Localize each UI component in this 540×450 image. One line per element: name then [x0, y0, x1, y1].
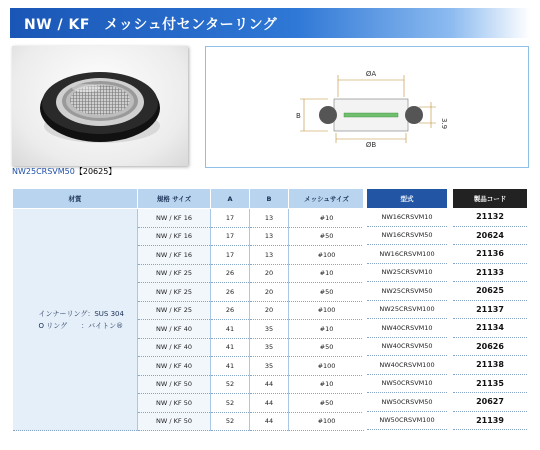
a-cell: 17	[211, 209, 250, 228]
caption-code: 【20625】	[74, 167, 117, 176]
header-product-code: 製品コード	[450, 189, 527, 208]
code-row	[365, 282, 527, 301]
type-cell: NW25CRSVM10	[365, 263, 450, 282]
a-cell: 17	[211, 246, 250, 265]
material-inner-ring: インナーリング：SUS 304	[38, 309, 124, 318]
size-cell: NW / KF 50	[138, 375, 211, 394]
type-cell: NW50CRSVM100	[365, 411, 450, 430]
code-row	[365, 208, 527, 226]
b-cell: 20	[250, 283, 289, 302]
mesh-cell: #50	[289, 227, 365, 246]
b-cell: 13	[250, 246, 289, 265]
code-row	[365, 393, 527, 412]
code-row	[365, 374, 527, 393]
label-phi-b: ØB	[365, 141, 377, 149]
size-cell: NW / KF 50	[138, 412, 211, 431]
code-row	[365, 263, 527, 282]
size-cell: NW / KF 25	[138, 283, 211, 302]
type-cell: NW40CRSVM50	[365, 337, 450, 356]
product-code-cell: 21132	[450, 208, 527, 226]
b-cell: 13	[250, 227, 289, 246]
product-code-cell: 20626	[450, 337, 527, 356]
a-cell: 26	[211, 264, 250, 283]
spec-header-row	[13, 189, 365, 209]
header-type: 型式	[365, 189, 450, 208]
b-cell: 20	[250, 301, 289, 320]
product-code-cell: 21139	[450, 411, 527, 430]
code-row	[365, 319, 527, 338]
a-cell: 26	[211, 283, 250, 302]
a-cell: 26	[211, 301, 250, 320]
a-cell: 41	[211, 338, 250, 357]
product-photo	[12, 46, 188, 166]
mesh-cell: #100	[289, 301, 365, 320]
size-cell: NW / KF 40	[138, 320, 211, 339]
label-thickness: 3.9	[440, 118, 448, 130]
mesh-cell: #100	[289, 357, 365, 376]
dimension-drawing	[205, 46, 529, 168]
material-cell	[13, 209, 138, 431]
caption-model: NW25CRSVM50	[12, 167, 75, 176]
b-cell: 35	[250, 320, 289, 339]
a-cell: 41	[211, 320, 250, 339]
mesh-cell: #10	[289, 375, 365, 394]
type-cell: NW16CRSVM50	[365, 226, 450, 245]
mesh-cell: #10	[289, 264, 365, 283]
b-cell: 44	[250, 375, 289, 394]
size-cell: NW / KF 50	[138, 394, 211, 413]
header-b: B	[250, 189, 289, 209]
code-row	[365, 245, 527, 264]
size-cell: NW / KF 16	[138, 246, 211, 265]
page-title: NW / KF メッシュ付センターリング	[24, 17, 278, 33]
type-cell: NW25CRSVM50	[365, 282, 450, 301]
size-cell: NW / KF 16	[138, 209, 211, 228]
type-cell: NW50CRSVM50	[365, 393, 450, 412]
type-cell: NW25CRSVM100	[365, 300, 450, 319]
product-code-cell: 20627	[450, 393, 527, 412]
size-cell: NW / KF 16	[138, 227, 211, 246]
code-header-row	[365, 189, 527, 208]
b-cell: 13	[250, 209, 289, 228]
table-row	[13, 209, 365, 228]
product-code-cell: 21138	[450, 356, 527, 375]
product-code-cell: 21133	[450, 263, 527, 282]
label-b: B	[296, 112, 301, 120]
b-cell: 35	[250, 338, 289, 357]
a-cell: 41	[211, 357, 250, 376]
header-size: 規格 サイズ	[138, 189, 211, 209]
mesh-cell: #50	[289, 283, 365, 302]
a-cell: 52	[211, 412, 250, 431]
type-cell: NW16CRSVM10	[365, 208, 450, 226]
a-cell: 52	[211, 375, 250, 394]
photo-caption	[12, 166, 116, 177]
mesh-cell: #50	[289, 394, 365, 413]
b-cell: 35	[250, 357, 289, 376]
header-mesh: メッシュサイズ	[289, 189, 365, 209]
code-row	[365, 356, 527, 375]
type-cell: NW40CRSVM10	[365, 319, 450, 338]
type-cell: NW16CRSVM100	[365, 245, 450, 264]
product-code-cell: 21135	[450, 374, 527, 393]
spec-table	[12, 189, 364, 431]
header-material: 材質	[13, 189, 138, 209]
size-cell: NW / KF 25	[138, 301, 211, 320]
product-code-cell: 20625	[450, 282, 527, 301]
mesh-cell: #100	[289, 246, 365, 265]
code-row	[365, 337, 527, 356]
product-code-cell: 21134	[450, 319, 527, 338]
code-row	[365, 411, 527, 430]
code-row	[365, 226, 527, 245]
code-row	[365, 300, 527, 319]
header-a: A	[211, 189, 250, 209]
code-table	[363, 189, 527, 430]
b-cell: 44	[250, 394, 289, 413]
mesh-cell: #100	[289, 412, 365, 431]
type-cell: NW50CRSVM10	[365, 374, 450, 393]
b-cell: 44	[250, 412, 289, 431]
mesh-cell: #10	[289, 320, 365, 339]
a-cell: 17	[211, 227, 250, 246]
type-cell: NW40CRSVM100	[365, 356, 450, 375]
label-phi-a: ØA	[365, 70, 377, 78]
mesh-cell: #50	[289, 338, 365, 357]
centering-ring-image	[12, 46, 188, 166]
product-code-cell: 21136	[450, 245, 527, 264]
product-code-cell: 21137	[450, 300, 527, 319]
mesh-cell: #10	[289, 209, 365, 228]
material-o-ring: O リング ：バイトン®	[38, 321, 124, 330]
b-cell: 20	[250, 264, 289, 283]
a-cell: 52	[211, 394, 250, 413]
product-code-cell: 20624	[450, 226, 527, 245]
size-cell: NW / KF 40	[138, 357, 211, 376]
size-cell: NW / KF 40	[138, 338, 211, 357]
page-header	[10, 8, 530, 38]
size-cell: NW / KF 25	[138, 264, 211, 283]
